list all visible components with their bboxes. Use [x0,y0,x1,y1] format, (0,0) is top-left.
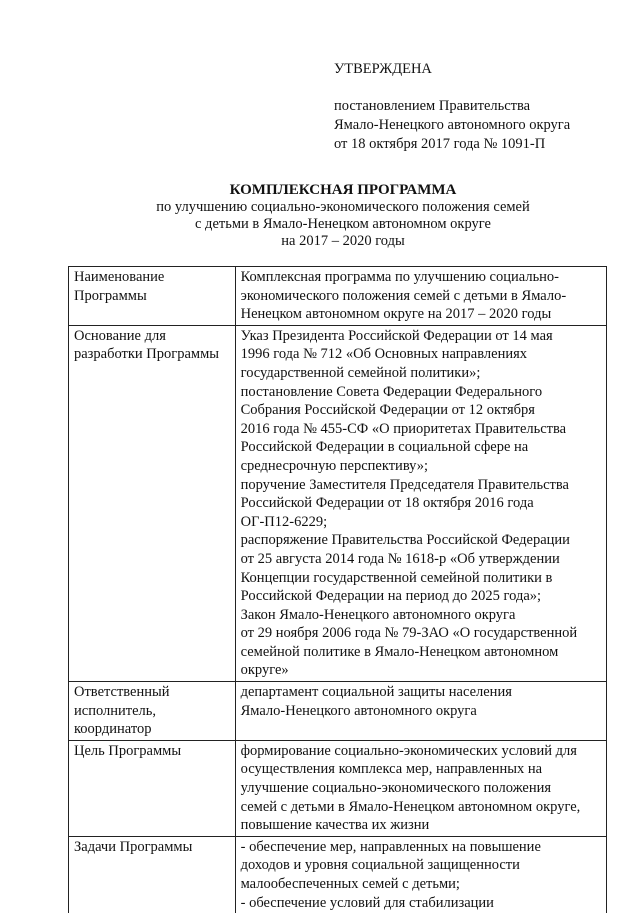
row-value-line: 1996 года № 712 «Об Основных направлениях [241,345,602,364]
approval-line: от 18 октября 2017 года № 1091-П [334,135,624,154]
row-value-line: малообеспеченных семей с детьми; [241,875,602,894]
table-row [69,740,607,836]
approval-line: Ямало-Ненецкого автономного округа [334,116,624,135]
program-table-body [69,267,607,913]
row-value-cell [235,267,606,326]
row-value-line: семей с детьми в Ямало-Ненецком автономном округе, [241,798,602,817]
row-value-line: ОГ-П12-6229; [241,513,602,532]
approval-stamp [334,60,624,154]
row-value-cell [235,740,606,836]
row-value-line: государственной семейной политики»; [241,364,602,383]
row-value-line: Российской Федерации на период до 2025 года»; [241,587,602,606]
row-value-line: Российской Федерации от 18 октября 2016 года [241,494,602,513]
row-value-cell [235,682,606,741]
program-passport-table [68,266,607,913]
table-row [69,325,607,681]
row-label-cell [69,740,236,836]
row-label-cell [69,682,236,741]
row-value-line: экономического положения семей с детьми в Ямало- [241,287,602,306]
row-label-line: координатор [74,720,231,739]
row-label-line: Цель Программы [74,742,231,761]
row-label-cell [69,836,236,913]
row-value-line: - обеспечение мер, направленных на повышение [241,838,602,857]
row-label-line: Ответственный [74,683,231,702]
row-label-line: Программы [74,287,231,306]
row-value-line: осуществления комплекса мер, направленных на [241,760,602,779]
row-value-line: от 25 августа 2014 года № 1618-р «Об утверждении [241,550,602,569]
row-value-line: поручение Заместителя Председателя Правительства [241,476,602,495]
table-row [69,836,607,913]
approval-line: постановлением Правительства [334,97,624,116]
row-value-line: среднесрочную перспективу»; [241,457,602,476]
row-label-line: Задачи Программы [74,838,231,857]
row-value-line: - обеспечение условий для стабилизации [241,894,602,913]
row-value-line: семейной политике в Ямало-Ненецком автономном [241,643,602,662]
row-value-line: 2016 года № 455-СФ «О приоритетах Правительства [241,420,602,439]
row-label-line: разработки Программы [74,345,231,364]
row-value-line: департамент социальной защиты населения [241,683,602,702]
row-value-line: постановление Совета Федерации Федерального [241,383,602,402]
row-value-cell [235,325,606,681]
document-title: КОМПЛЕКСНАЯ ПРОГРАММА [60,182,626,199]
row-value-line: Закон Ямало-Ненецкого автономного округа [241,606,602,625]
row-value-line: Комплексная программа по улучшению социально- [241,268,602,287]
row-value-cell [235,836,606,913]
table-row [69,682,607,741]
row-value-line: повышение качества их жизни [241,816,602,835]
row-value-line: распоряжение Правительства Российской Федерации [241,531,602,550]
row-value-line: от 29 ноября 2006 года № 79-ЗАО «О государственной [241,624,602,643]
row-label-line: исполнитель, [74,702,231,721]
row-value-line: доходов и уровня социальной защищенности [241,856,602,875]
row-label-cell [69,267,236,326]
row-value-line: Собрания Российской Федерации от 12 октября [241,401,602,420]
row-value-line: Указ Президента Российской Федерации от 14 мая [241,327,602,346]
document-title-block [60,182,626,250]
row-label-cell [69,325,236,681]
row-value-line: Российской Федерации в социальной сфере на [241,438,602,457]
row-value-line: Ненецком автономном округе на 2017 – 2020 годы [241,305,602,324]
document-subtitle-line: на 2017 – 2020 годы [60,233,626,250]
approval-heading: УТВЕРЖДЕНА [334,60,624,79]
row-value-line: Концепции государственной семейной политики в [241,569,602,588]
row-label-line: Основание для [74,327,231,346]
row-label-line: Наименование [74,268,231,287]
table-row [69,267,607,326]
row-value-line: улучшение социально-экономического положения [241,779,602,798]
document-subtitle-line: по улучшению социально-экономического положения семей [60,199,626,216]
row-value-line: Ямало-Ненецкого автономного округа [241,702,602,721]
row-value-line: округе» [241,661,602,680]
row-value-line: формирование социально-экономических условий для [241,742,602,761]
document-subtitle-line: с детьми в Ямало-Ненецком автономном округе [60,216,626,233]
